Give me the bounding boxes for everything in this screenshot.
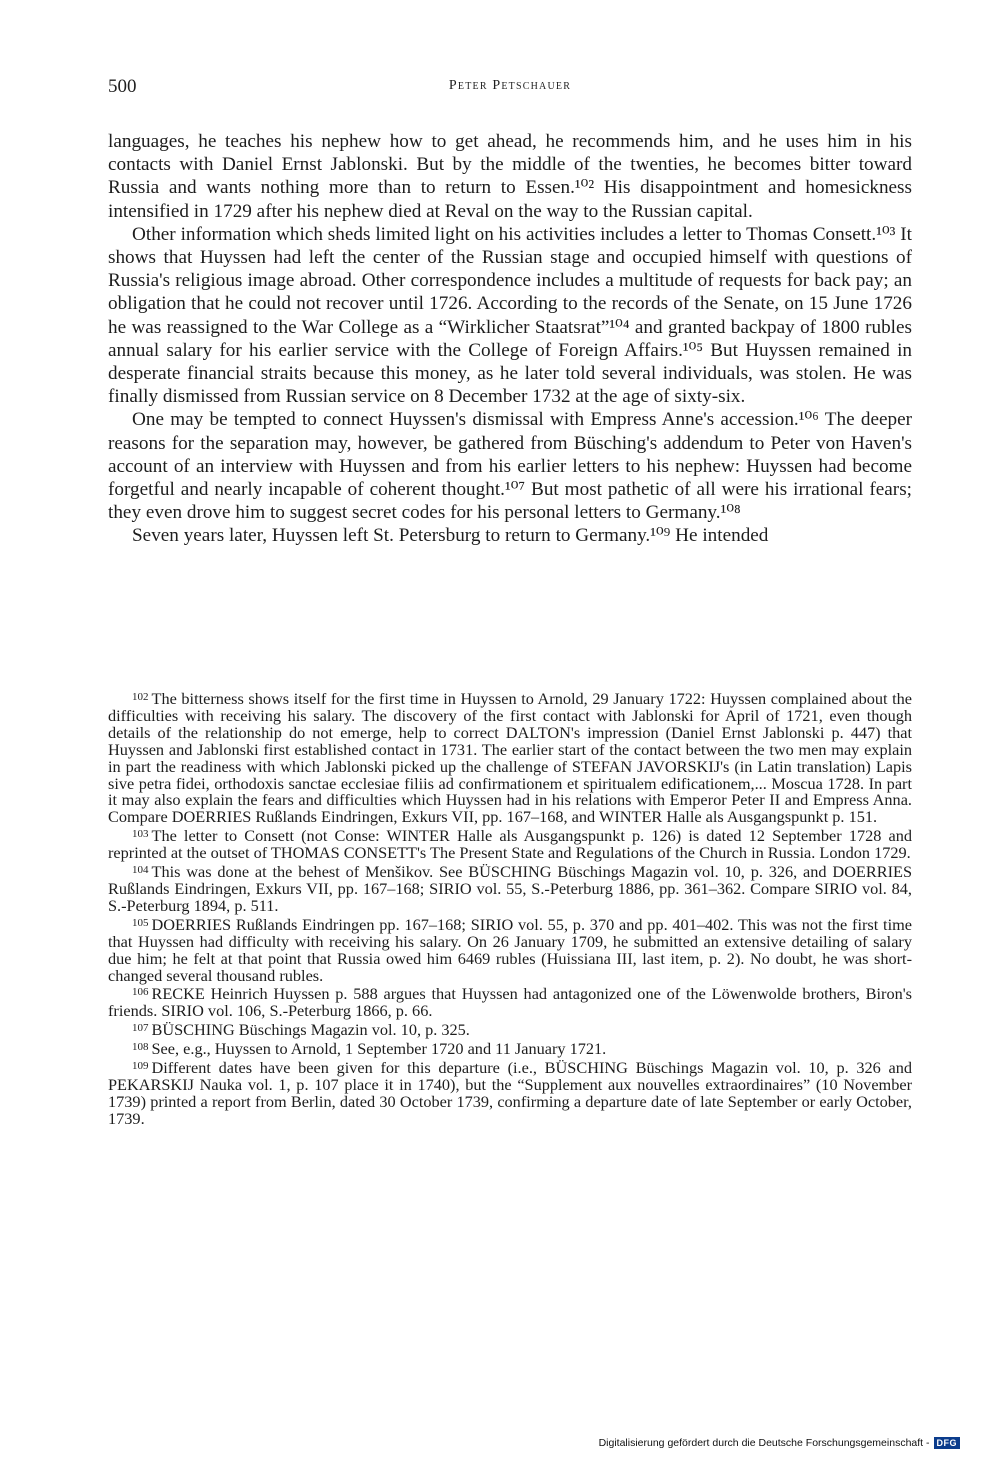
- footnote-number: 104: [132, 864, 149, 877]
- footnote-text: DOERRIES Rußlands Eindringen pp. 167–168; SIRIO vol. 55, p. 370 and pp. 401–402. This was not the first time that Huyssen had difficulty with receiving his salary. On 26 January 1709, he submitted an extensive detailing of salary due him; he felt at that point that Russia owed him 6469 rubles (Huissiana III, last item, p. 2). No doubt, he was short-changed several thousand rubles.: [108, 914, 912, 985]
- page-number: 500: [108, 76, 137, 97]
- footnote-number: 106: [132, 986, 149, 999]
- credit-text: Digitalisierung gefördert durch die Deutsche Forschungsgemeinschaft -: [598, 1437, 930, 1449]
- footnote: [108, 862, 912, 915]
- footnote-text: See, e.g., Huyssen to Arnold, 1 September 1720 and 11 January 1721.: [151, 1039, 607, 1059]
- footnote-text: This was done at the behest of Menšikov. See BÜSCHING Büschings Magazin vol. 10, p. 326, and DOERRIES Rußlands Eindringen, Exkurs VII, pp. 167–168; SIRIO vol. 55, S.-Peterburg 1886, pp. 361–362. Compare SIRIO vol. 84, S.-Peterburg 1894, p. 511.: [108, 862, 912, 915]
- body-paragraph: One may be tempted to connect Huyssen's dismissal with Empress Anne's accession.¹⁰⁶ The deeper reasons for the separation may, however, be gathered from Büsching's addendum to Peter von Haven's account of an interview with Huyssen and from his earlier letters to his nephew: Huyssen had become forgetful and nearly incapable of coherent thought.¹⁰⁷ But most pathetic of all were his irrational fears; they even drove him to suggest secret codes for his personal letters to Germany.¹⁰⁸: [108, 409, 912, 524]
- footnote-text: The bitterness shows itself for the first time in Huyssen to Arnold, 29 January 1722: Huyssen complained about the difficulties with receiving his salary. The discovery of the first contact with Jablonski for April of 1721, even though details of the relationship do not emerge, help to correct DALTON's impression (Daniel Ernst Jablonski p. 447) that Huyssen and Jablonski first established contact in 1731. The earlier start of the contact between the two men may explain in part the readiness with which Jablonski picked up the challenge of STEFAN JAVORSKIJ's (in Latin translation) Lapis sive petra fidei, orthodoxis sanctae ecclesiae filiis ad confirmationem et spiritualem edificationem,... Moscua 1728. In part it may also explain the fears and difficulties which Huyssen had in his relations with Emperor Peter II and Empress Anna. Compare DOERRIES Rußlands Eindringen, Exkurs VII, pp. 167–168, and WINTER Halle als Ausgangspunkt p. 151.: [108, 689, 912, 827]
- footnote-number: 108: [132, 1041, 149, 1054]
- body-text: [108, 130, 912, 548]
- dfg-logo: DFG: [934, 1437, 961, 1449]
- body-paragraph: Other information which sheds limited light on his activities includes a letter to Thomas Consett.¹⁰³ It shows that Huyssen had left the center of the Russian stage and occupied himself with questions of Russia's religious image abroad. Other correspondence includes a multitude of requests for back pay; an obligation that he could not recover until 1726. According to the records of the Senate, on 15 June 1726 he was reassigned to the War College as a “Wirklicher Staatsrat”¹⁰⁴ and granted backpay of 1800 rubles annual salary for his earlier service with the College of Foreign Affairs.¹⁰⁵ But Huyssen remained in desperate financial straits because this money, as he later told several individuals, was stolen. He was finally dismissed from Russian service on 8 December 1732 at the age of sixty-six.: [108, 223, 912, 408]
- footnote-number: 107: [132, 1022, 149, 1035]
- footnote-number: 109: [132, 1060, 149, 1073]
- footnote-number: 102: [132, 691, 149, 703]
- footnote: [108, 1039, 912, 1058]
- body-paragraph: Seven years later, Huyssen left St. Petersburg to return to Germany.¹⁰⁹ He intended: [132, 525, 769, 547]
- footnote: [108, 1020, 912, 1039]
- running-head: Peter Petschauer: [448, 78, 572, 93]
- footnote: [108, 915, 912, 985]
- footnote-text: Different dates have been given for this departure (i.e., BÜSCHING Büschings Magazin vol. 10, p. 326 and PEKARSKIJ Nauka vol. 1, p. 107 place it in 1740), but the “Supplement aux nouvelles extraordinaires” (10 November 1739) printed a report from Berlin, dated 30 October 1739, confirming a departure date of late September or early October, 1739.: [108, 1058, 912, 1128]
- footnotes: [108, 689, 912, 1128]
- footnote: [108, 984, 912, 1020]
- footnote-number: 105: [132, 916, 149, 929]
- footnote-number: 103: [132, 828, 149, 841]
- footnote-text: RECKE Heinrich Huyssen p. 588 argues that Huyssen had antagonized one of the Löwenwolde brothers, Biron's friends. SIRIO vol. 106, S.-Peterburg 1866, p. 66.: [108, 984, 912, 1021]
- footnote: [108, 826, 912, 862]
- body-paragraph: languages, he teaches his nephew how to get ahead, he recommends him, and he uses him in his contacts with Daniel Ernst Jablonski. But by the middle of the twenties, he becomes bitter toward Russia and wants nothing more than to return to Essen.¹⁰² His disappointment and homesickness intensified in 1729 after his nephew died at Reval on the way to the Russian capital.: [108, 131, 912, 222]
- page-header: [108, 76, 912, 102]
- footnote: [108, 1058, 912, 1128]
- footnote-text: The letter to Consett (not Conse: WINTER Halle als Ausgangspunkt p. 126) is dated 12 September 1728 and reprinted at the outset of THOMAS CONSETT's The Present State and Regulations of the Church in Russia. London 1729.: [108, 826, 912, 863]
- digitization-credit: [599, 1437, 960, 1449]
- footnote: [108, 689, 912, 826]
- footnote-text: BÜSCHING Büschings Magazin vol. 10, p. 325.: [151, 1020, 470, 1040]
